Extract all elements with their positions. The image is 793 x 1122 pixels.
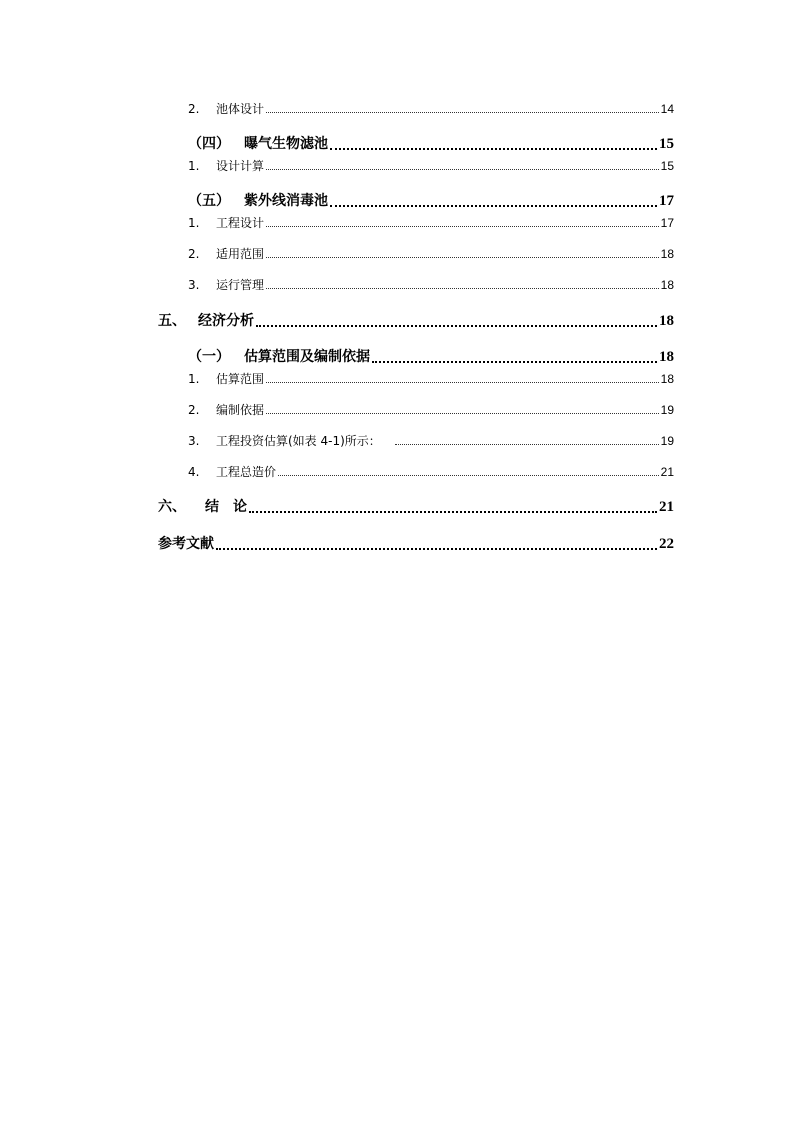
toc-entry-number: 1. — [188, 216, 200, 230]
toc-entry[interactable] — [158, 533, 674, 553]
toc-entry[interactable] — [158, 310, 674, 330]
toc-entry-title: 结 论 — [205, 499, 247, 515]
toc-entry-page: 19 — [660, 403, 674, 417]
toc-entry-title: 估算范围 — [216, 372, 265, 386]
toc-entry-title: 工程投资估算(如表 4-1)所示： — [216, 434, 381, 448]
toc-entry[interactable] — [188, 463, 674, 480]
toc-entry-number: 2. — [188, 403, 200, 417]
toc-entry[interactable] — [188, 133, 674, 153]
toc-entry[interactable] — [188, 370, 674, 387]
toc-dot-leader — [266, 169, 659, 170]
toc-dot-leader — [256, 325, 657, 327]
toc-entry-title: 工程总造价 — [216, 465, 277, 479]
toc-entry-number: 2. — [188, 102, 200, 116]
toc-entry-number: 3. — [188, 278, 200, 292]
toc-entry-title: 编制依据 — [216, 403, 265, 417]
toc-entry[interactable] — [188, 157, 674, 174]
toc-entry-title: 经济分析 — [198, 313, 254, 329]
toc-entry-page: 21 — [660, 465, 674, 479]
toc-entry[interactable] — [188, 401, 674, 418]
toc-entry-page: 21 — [659, 499, 674, 515]
toc-entry-title: 曝气生物滤池 — [244, 136, 328, 152]
toc-entry-number: （五） — [188, 193, 230, 209]
toc-entry[interactable] — [188, 245, 674, 262]
toc-dot-leader — [249, 511, 657, 513]
toc-entry-number: 2. — [188, 247, 200, 261]
toc-dot-leader — [216, 548, 657, 550]
toc-entry-title: 参考文献 — [158, 536, 214, 552]
toc-entry-title: 适用范围 — [216, 247, 265, 261]
toc-entry-title: 池体设计 — [216, 102, 265, 116]
toc-entry-page: 18 — [660, 247, 674, 261]
toc-entry-number: 3. — [188, 434, 200, 448]
toc-entry[interactable] — [188, 276, 674, 293]
toc-entry-page: 17 — [660, 216, 674, 230]
toc-entry-page: 14 — [660, 102, 674, 116]
toc-entry-number: （四） — [188, 136, 230, 152]
toc-entry-page: 15 — [660, 159, 674, 173]
toc-entry-title: 设计计算 — [216, 159, 265, 173]
toc-dot-leader — [330, 148, 657, 150]
toc-dot-leader — [266, 257, 659, 258]
toc-dot-leader — [266, 112, 659, 113]
toc-dot-leader — [372, 361, 657, 363]
toc-entry[interactable] — [188, 346, 674, 366]
toc-dot-leader — [330, 205, 657, 207]
toc-entry[interactable] — [188, 432, 674, 449]
toc-dot-leader — [278, 475, 659, 476]
toc-entry-page: 19 — [660, 434, 674, 448]
toc-entry-page: 18 — [659, 313, 674, 329]
toc-entry[interactable] — [188, 214, 674, 231]
toc-dot-leader — [266, 413, 659, 414]
toc-entry-title: 工程设计 — [216, 216, 265, 230]
toc-entry-number: 五、 — [158, 313, 186, 329]
toc-entry-number: 六、 — [158, 499, 186, 515]
toc-entry[interactable] — [158, 496, 674, 516]
toc-dot-leader — [266, 288, 659, 289]
toc-entry-page: 18 — [659, 349, 674, 365]
toc-entry-number: （一） — [188, 349, 230, 365]
toc-entry-title: 运行管理 — [216, 278, 265, 292]
toc-entry-title: 估算范围及编制依据 — [244, 349, 370, 365]
toc-entry-number: 4. — [188, 465, 200, 479]
toc-entry-page: 18 — [660, 372, 674, 386]
toc-dot-leader — [266, 226, 659, 227]
toc-entry-page: 22 — [659, 536, 674, 552]
toc-entry-page: 18 — [660, 278, 674, 292]
toc-entry-page: 15 — [659, 136, 674, 152]
toc-entry-number: 1. — [188, 372, 200, 386]
toc-entry-title: 紫外线消毒池 — [244, 193, 328, 209]
toc-entry[interactable] — [188, 190, 674, 210]
toc-entry-number: 1. — [188, 159, 200, 173]
toc-entry-page: 17 — [659, 193, 674, 209]
toc-entry[interactable] — [188, 100, 674, 117]
toc-dot-leader — [266, 382, 659, 383]
toc-dot-leader — [395, 444, 659, 445]
